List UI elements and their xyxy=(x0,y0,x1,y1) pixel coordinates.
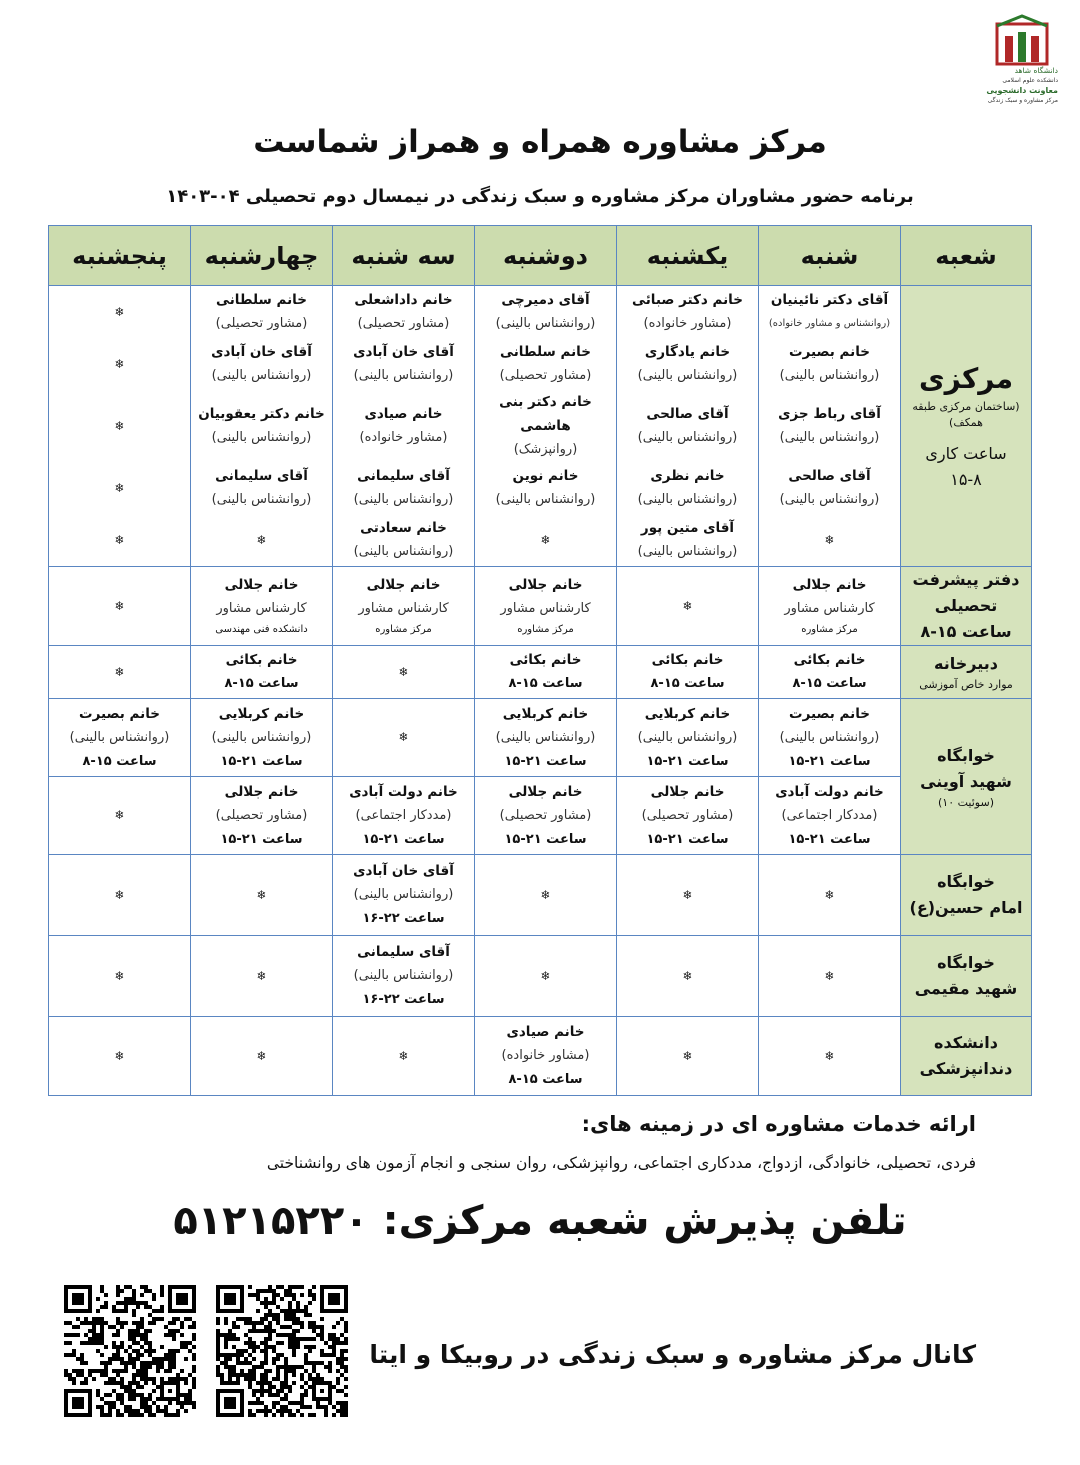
counselor-role: (مشاور خانواده) xyxy=(501,1048,590,1063)
snowflake-icon: ❄ xyxy=(114,808,125,822)
branch-hours: ۱۵-۸ xyxy=(950,470,982,489)
counselor-role: (روانشناس بالینی) xyxy=(779,368,880,383)
services-text: فردی، تحصیلی، خانوادگی، ازدواج، مددکاری اجتماعی، روانپزشکی، روان سنجی و انجام آزمون های روانشناختی xyxy=(266,1154,976,1172)
snowflake-icon: ❄ xyxy=(256,887,267,902)
counselor-role: کارشناس مشاور xyxy=(500,601,591,616)
header-cell: دوشنبه xyxy=(475,226,617,286)
table-row xyxy=(49,646,1032,699)
schedule-cell xyxy=(49,567,191,646)
snowflake-icon: ❄ xyxy=(398,1048,409,1063)
counselor-name: خانم بصیرت xyxy=(79,705,160,722)
qr-code-icon[interactable] xyxy=(64,1285,196,1417)
schedule-cell xyxy=(475,390,617,462)
counselor-name: آقای سلیمانی xyxy=(357,944,450,960)
services-title: ارائه خدمات مشاوره ای در زمینه های: xyxy=(581,1112,976,1136)
counselor-name: آقای دکتر نائینیان xyxy=(770,292,889,308)
schedule-cell xyxy=(333,855,475,936)
counselor-hours: ساعت ۱۵-۸ xyxy=(224,676,299,691)
counselor-location: دانشکده فنی مهندسی xyxy=(215,624,308,635)
table-row xyxy=(49,514,1032,567)
counselor-hours: ساعت ۱۵-۸ xyxy=(508,676,583,691)
header-cell: چهارشنبه xyxy=(191,226,333,286)
schedule-cell xyxy=(617,462,759,514)
counselor-name: خانم دکتر بنی هاشمی xyxy=(499,394,592,434)
counselor-role: (مشاور تحصیلی) xyxy=(215,807,308,823)
counselor-role: (روانپزشک) xyxy=(513,442,578,457)
schedule-cell xyxy=(475,567,617,646)
header-row xyxy=(49,226,1032,286)
branch-cell xyxy=(901,1017,1032,1096)
schedule-cell xyxy=(475,1017,617,1096)
schedule-cell xyxy=(475,462,617,514)
counselor-name: خانم بکائی xyxy=(509,652,582,668)
table-row xyxy=(49,390,1032,462)
table-row xyxy=(49,567,1032,646)
branch-hours-label: ساعت کاری xyxy=(925,444,1007,463)
schedule-cell xyxy=(333,567,475,646)
page-subtitle: برنامه حضور مشاوران مرکز مشاوره و سبک زندگی در نیمسال دوم تحصیلی ۰۴-۱۴۰۳ xyxy=(166,186,914,207)
counselor-location: مرکز مشاوره xyxy=(517,624,574,635)
schedule-cell xyxy=(617,390,759,462)
header-cell: سه شنبه xyxy=(333,226,475,286)
schedule-cell xyxy=(475,514,617,567)
schedule-cell xyxy=(475,777,617,855)
phone-label: تلفن پذیرش شعبه مرکزی: xyxy=(382,1198,907,1244)
table-row xyxy=(49,1017,1032,1096)
counselor-name: آقای دمیرچی xyxy=(501,292,590,308)
schedule-cell xyxy=(475,286,617,339)
counselor-role: (روانشناس بالینی) xyxy=(353,968,454,983)
snowflake-icon: ❄ xyxy=(114,598,125,613)
schedule-cell xyxy=(191,1017,333,1096)
schedule-cell xyxy=(191,855,333,936)
schedule-cell xyxy=(333,646,475,699)
schedule-cell xyxy=(759,462,901,514)
snowflake-icon: ❄ xyxy=(114,356,125,371)
counselor-name: خانم بکائی xyxy=(651,652,724,668)
counselor-role: (مشاور خانواده) xyxy=(359,430,448,445)
schedule-cell xyxy=(617,936,759,1017)
schedule-cell xyxy=(617,855,759,936)
counselor-hours: ساعت ۱۵-۸ xyxy=(650,676,725,691)
counselor-role: (مشاور تحصیلی) xyxy=(499,807,592,823)
schedule-cell xyxy=(759,390,901,462)
branch-name: تحصیلی xyxy=(934,596,998,615)
header-cell: یکشنبه xyxy=(617,226,759,286)
schedule-cell xyxy=(191,462,333,514)
counselor-role: (روانشناس بالینی) xyxy=(69,729,170,745)
logo-line: دانشگاه شاهد xyxy=(1014,66,1058,75)
schedule-cell xyxy=(759,1017,901,1096)
table-row xyxy=(49,699,1032,777)
counselor-name: آقای خان آبادی xyxy=(353,863,454,879)
branch-cell xyxy=(901,286,1032,567)
page-title: مرکز مشاوره همراه و همراز شماست xyxy=(253,124,827,160)
counselor-role: (روانشناس بالینی) xyxy=(637,368,738,383)
snowflake-icon: ❄ xyxy=(682,887,693,902)
counselor-name: خانم سلطانی xyxy=(500,344,591,360)
counselor-hours: ساعت ۲۲-۱۶ xyxy=(362,992,445,1007)
branch-name: امام حسین(ع) xyxy=(909,898,1023,917)
counselor-name: خانم بکائی xyxy=(225,652,298,668)
branch-cell xyxy=(901,646,1032,699)
snowflake-icon: ❄ xyxy=(824,1048,835,1063)
logo-line: معاونت دانشجویی xyxy=(986,86,1058,95)
schedule-cell xyxy=(333,286,475,339)
schedule-cell xyxy=(191,646,333,699)
table-row xyxy=(49,777,1032,855)
qr-code-icon[interactable] xyxy=(216,1285,348,1417)
schedule-cell xyxy=(617,338,759,390)
schedule-cell xyxy=(191,699,333,777)
snowflake-icon: ❄ xyxy=(114,968,125,983)
counselor-name: خانم دکتر یعقوبیان xyxy=(198,406,325,422)
schedule-cell xyxy=(617,777,759,855)
table-row xyxy=(49,338,1032,390)
counselor-role: کارشناس مشاور xyxy=(216,601,307,616)
counselor-name: خانم جلالی xyxy=(792,577,867,593)
table-row xyxy=(49,855,1032,936)
counselor-role: (روانشناس بالینی) xyxy=(779,492,880,507)
counselor-name: خانم جلالی xyxy=(508,783,583,800)
schedule-cell xyxy=(475,646,617,699)
counselor-location: مرکز مشاوره xyxy=(801,624,858,635)
schedule-cell xyxy=(759,936,901,1017)
schedule-cell xyxy=(617,286,759,339)
counselor-role: (روانشناس بالینی) xyxy=(637,492,738,507)
counselor-name: آقای سلیمانی xyxy=(357,468,450,484)
snowflake-icon: ❄ xyxy=(114,664,125,679)
schedule-cell xyxy=(191,338,333,390)
counselor-name: آقای سلیمانی xyxy=(215,468,308,484)
schedule-cell xyxy=(617,1017,759,1096)
counselor-name: خانم داداشعلی xyxy=(354,292,453,308)
counselor-hours: ساعت ۲۱-۱۵ xyxy=(362,831,445,847)
counselor-role: (روانشناس بالینی) xyxy=(211,430,312,445)
schedule-cell xyxy=(333,777,475,855)
schedule-cell xyxy=(333,390,475,462)
counselor-role: (روانشناس بالینی) xyxy=(353,544,454,559)
counselor-role: (روانشناس بالینی) xyxy=(637,544,738,559)
counselor-hours: ساعت ۲۱-۱۵ xyxy=(220,753,303,769)
counselor-role: (روانشناس بالینی) xyxy=(637,729,738,745)
counselor-name: خانم نوین xyxy=(512,468,579,484)
schedule-cell xyxy=(759,567,901,646)
branch-cell xyxy=(901,567,1032,646)
schedule-cell xyxy=(759,646,901,699)
schedule-cell xyxy=(49,390,191,462)
schedule-cell xyxy=(49,338,191,390)
schedule-cell xyxy=(49,777,191,855)
schedule-cell xyxy=(191,286,333,339)
snowflake-icon: ❄ xyxy=(114,1048,125,1063)
branch-location: (ساختمان مرکزی طبقه همکف) xyxy=(912,400,1020,429)
schedule-cell xyxy=(759,777,901,855)
schedule-cell xyxy=(191,390,333,462)
snowflake-icon: ❄ xyxy=(824,532,835,547)
snowflake-icon: ❄ xyxy=(682,598,693,613)
table-row xyxy=(49,462,1032,514)
counselor-hours: ساعت ۱۵-۸ xyxy=(792,676,867,691)
schedule-cell xyxy=(49,936,191,1017)
schedule-cell xyxy=(617,646,759,699)
logo-line: دانشکده علوم اسلامی xyxy=(1002,77,1058,84)
counselor-role: (مشاور تحصیلی) xyxy=(357,316,450,331)
logo-line: مرکز مشاوره و سبک زندگی xyxy=(987,97,1058,104)
counselor-name: خانم نظری xyxy=(650,468,725,484)
phone-line xyxy=(0,1198,1080,1244)
counselor-name: آقای خان آبادی xyxy=(211,344,312,360)
snowflake-icon: ❄ xyxy=(824,968,835,983)
counselor-role: (روانشناس بالینی) xyxy=(353,368,454,383)
counselor-name: خانم بکائی xyxy=(793,652,866,668)
branch-name: خوابگاه xyxy=(937,872,995,891)
channel-text: کانال مرکز مشاوره و سبک زندگی در روبیکا و ایتا xyxy=(369,1340,976,1369)
counselor-name: آقای متین پور xyxy=(640,520,735,536)
counselor-role: کارشناس مشاور xyxy=(358,601,449,616)
snowflake-icon: ❄ xyxy=(256,532,267,547)
counselor-role: (روانشناس بالینی) xyxy=(211,492,312,507)
phone-number[interactable]: ۵۱۲۱۵۲۲۰ xyxy=(173,1198,369,1244)
counselor-name: آقای رباط جزی xyxy=(778,406,881,422)
schedule-cell xyxy=(49,699,191,777)
counselor-name: خانم سعادتی xyxy=(360,520,447,536)
counselor-role: (روانشناس بالینی) xyxy=(353,887,454,902)
snowflake-icon: ❄ xyxy=(114,887,125,902)
schedule-cell xyxy=(49,855,191,936)
snowflake-icon: ❄ xyxy=(540,968,551,983)
branch-name: دبیرخانه xyxy=(934,654,998,673)
counselor-role: (روانشناس بالینی) xyxy=(495,492,596,507)
counselor-name: آقای صالحی xyxy=(788,468,871,484)
schedule-cell xyxy=(333,338,475,390)
header-cell: پنجشنبه xyxy=(49,226,191,286)
counselor-role: (مددکار اجتماعی) xyxy=(355,807,452,823)
schedule-table xyxy=(48,225,1032,1096)
branch-sub: (سوئیت ۱۰) xyxy=(938,795,994,809)
schedule-cell xyxy=(49,286,191,339)
counselor-role: (روانشناس بالینی) xyxy=(211,729,312,745)
schedule-cell xyxy=(49,514,191,567)
counselor-name: خانم دولت آبادی xyxy=(349,783,458,800)
branch-cell xyxy=(901,699,1032,855)
schedule-cell xyxy=(49,462,191,514)
counselor-name: خانم دولت آبادی xyxy=(775,783,884,800)
counselor-role: (روانشناس بالینی) xyxy=(495,729,596,745)
schedule-cell xyxy=(333,936,475,1017)
counselor-hours: ساعت ۲۱-۱۵ xyxy=(646,831,729,847)
branch-hours: ساعت ۱۵-۸ xyxy=(920,622,1012,641)
schedule-cell xyxy=(333,514,475,567)
snowflake-icon: ❄ xyxy=(540,532,551,547)
snowflake-icon: ❄ xyxy=(114,304,125,319)
schedule-cell xyxy=(49,646,191,699)
counselor-name: خانم صیادی xyxy=(506,1024,585,1040)
counselor-role: (روانشناس بالینی) xyxy=(353,492,454,507)
schedule-cell xyxy=(759,514,901,567)
header-cell: شعبه xyxy=(901,226,1032,286)
counselor-hours: ساعت ۲۱-۱۵ xyxy=(646,753,729,769)
snowflake-icon: ❄ xyxy=(256,1048,267,1063)
schedule-cell xyxy=(475,699,617,777)
snowflake-icon: ❄ xyxy=(682,1048,693,1063)
schedule-cell xyxy=(617,514,759,567)
branch-sub: موارد خاص آموزشی xyxy=(919,678,1013,691)
schedule-cell xyxy=(759,855,901,936)
schedule-cell xyxy=(191,936,333,1017)
counselor-name: آقای صالحی xyxy=(646,406,729,422)
schedule-cell xyxy=(617,567,759,646)
branch-cell xyxy=(901,855,1032,936)
snowflake-icon: ❄ xyxy=(256,968,267,983)
schedule-cell xyxy=(475,338,617,390)
counselor-hours: ساعت ۲۱-۱۵ xyxy=(788,753,871,769)
university-logo xyxy=(986,14,1058,124)
counselor-hours: ساعت ۲۱-۱۵ xyxy=(220,831,303,847)
branch-name: دفتر پیشرفت xyxy=(912,570,1020,589)
snowflake-icon: ❄ xyxy=(114,480,125,495)
counselor-name: خانم جلالی xyxy=(224,577,299,593)
schedule-cell xyxy=(333,1017,475,1096)
schedule-cell xyxy=(191,567,333,646)
snowflake-icon: ❄ xyxy=(114,532,125,547)
counselor-hours: ساعت ۲۱-۱۵ xyxy=(788,831,871,847)
counselor-name: خانم صیادی xyxy=(364,406,443,422)
counselor-hours: ساعت ۲۲-۱۶ xyxy=(362,911,445,926)
counselor-role: (روانشناس بالینی) xyxy=(779,729,880,745)
counselor-role: (روانشناس بالینی) xyxy=(495,316,596,331)
counselor-role: (مشاور تحصیلی) xyxy=(499,368,592,383)
counselor-role: (مشاور تحصیلی) xyxy=(215,316,308,331)
counselor-role: کارشناس مشاور xyxy=(784,601,875,616)
header-cell: شنبه xyxy=(759,226,901,286)
counselor-hours: ساعت ۲۱-۱۵ xyxy=(504,831,587,847)
table-row xyxy=(49,286,1032,339)
counselor-role: (مشاور خانواده) xyxy=(643,316,732,331)
counselor-name: خانم یادگاری xyxy=(644,344,731,360)
counselor-hours: ساعت ۱۵-۸ xyxy=(82,753,157,769)
schedule-cell xyxy=(617,699,759,777)
counselor-name: خانم کربلایی xyxy=(644,705,731,722)
spacer xyxy=(901,431,1031,441)
counselor-name: خانم دکتر صبائی xyxy=(632,292,743,308)
counselor-name: خانم کربلایی xyxy=(218,705,305,722)
logo-emblem-icon xyxy=(993,14,1051,66)
counselor-name: خانم سلطانی xyxy=(216,292,307,308)
counselor-role: (روانشناس بالینی) xyxy=(779,430,880,445)
branch-name: دانشکده xyxy=(934,1033,998,1052)
branch-name: شهید مقیمی xyxy=(914,979,1018,998)
schedule-cell xyxy=(475,855,617,936)
snowflake-icon: ❄ xyxy=(682,968,693,983)
counselor-name: خانم جلالی xyxy=(650,783,725,800)
schedule-cell xyxy=(759,286,901,339)
counselor-role: (مددکار اجتماعی) xyxy=(781,807,878,823)
branch-name: مرکزی xyxy=(918,362,1014,395)
snowflake-icon: ❄ xyxy=(398,730,409,744)
branch-cell xyxy=(901,936,1032,1017)
counselor-name: خانم بصیرت xyxy=(789,344,870,360)
counselor-role: (روانشناس و مشاور خانواده) xyxy=(768,318,891,329)
snowflake-icon: ❄ xyxy=(114,418,125,433)
counselor-location: مرکز مشاوره xyxy=(375,624,432,635)
counselor-name: خانم جلالی xyxy=(224,783,299,800)
snowflake-icon: ❄ xyxy=(540,887,551,902)
schedule-cell xyxy=(49,1017,191,1096)
counselor-name: خانم بصیرت xyxy=(789,705,870,722)
snowflake-icon: ❄ xyxy=(398,664,409,679)
counselor-role: (روانشناس بالینی) xyxy=(211,368,312,383)
snowflake-icon: ❄ xyxy=(824,887,835,902)
branch-name: خوابگاه xyxy=(937,953,995,972)
branch-name: شهید آوینی xyxy=(920,771,1012,791)
counselor-role: (مشاور تحصیلی) xyxy=(641,807,734,823)
counselor-name: آقای خان آبادی xyxy=(353,344,454,360)
schedule-cell xyxy=(475,936,617,1017)
counselor-role: (روانشناس بالینی) xyxy=(637,430,738,445)
schedule-cell xyxy=(759,699,901,777)
schedule-cell xyxy=(191,777,333,855)
counselor-hours: ساعت ۱۵-۸ xyxy=(508,1072,583,1087)
schedule-cell xyxy=(759,338,901,390)
counselor-name: خانم جلالی xyxy=(366,577,441,593)
counselor-name: خانم کربلایی xyxy=(502,705,589,722)
branch-name: خوابگاه xyxy=(937,745,995,765)
schedule-cell xyxy=(333,699,475,777)
schedule-cell xyxy=(333,462,475,514)
counselor-name: خانم جلالی xyxy=(508,577,583,593)
table-row xyxy=(49,936,1032,1017)
schedule-cell xyxy=(191,514,333,567)
counselor-hours: ساعت ۲۱-۱۵ xyxy=(504,753,587,769)
branch-name: دندانپزشکی xyxy=(919,1059,1013,1078)
